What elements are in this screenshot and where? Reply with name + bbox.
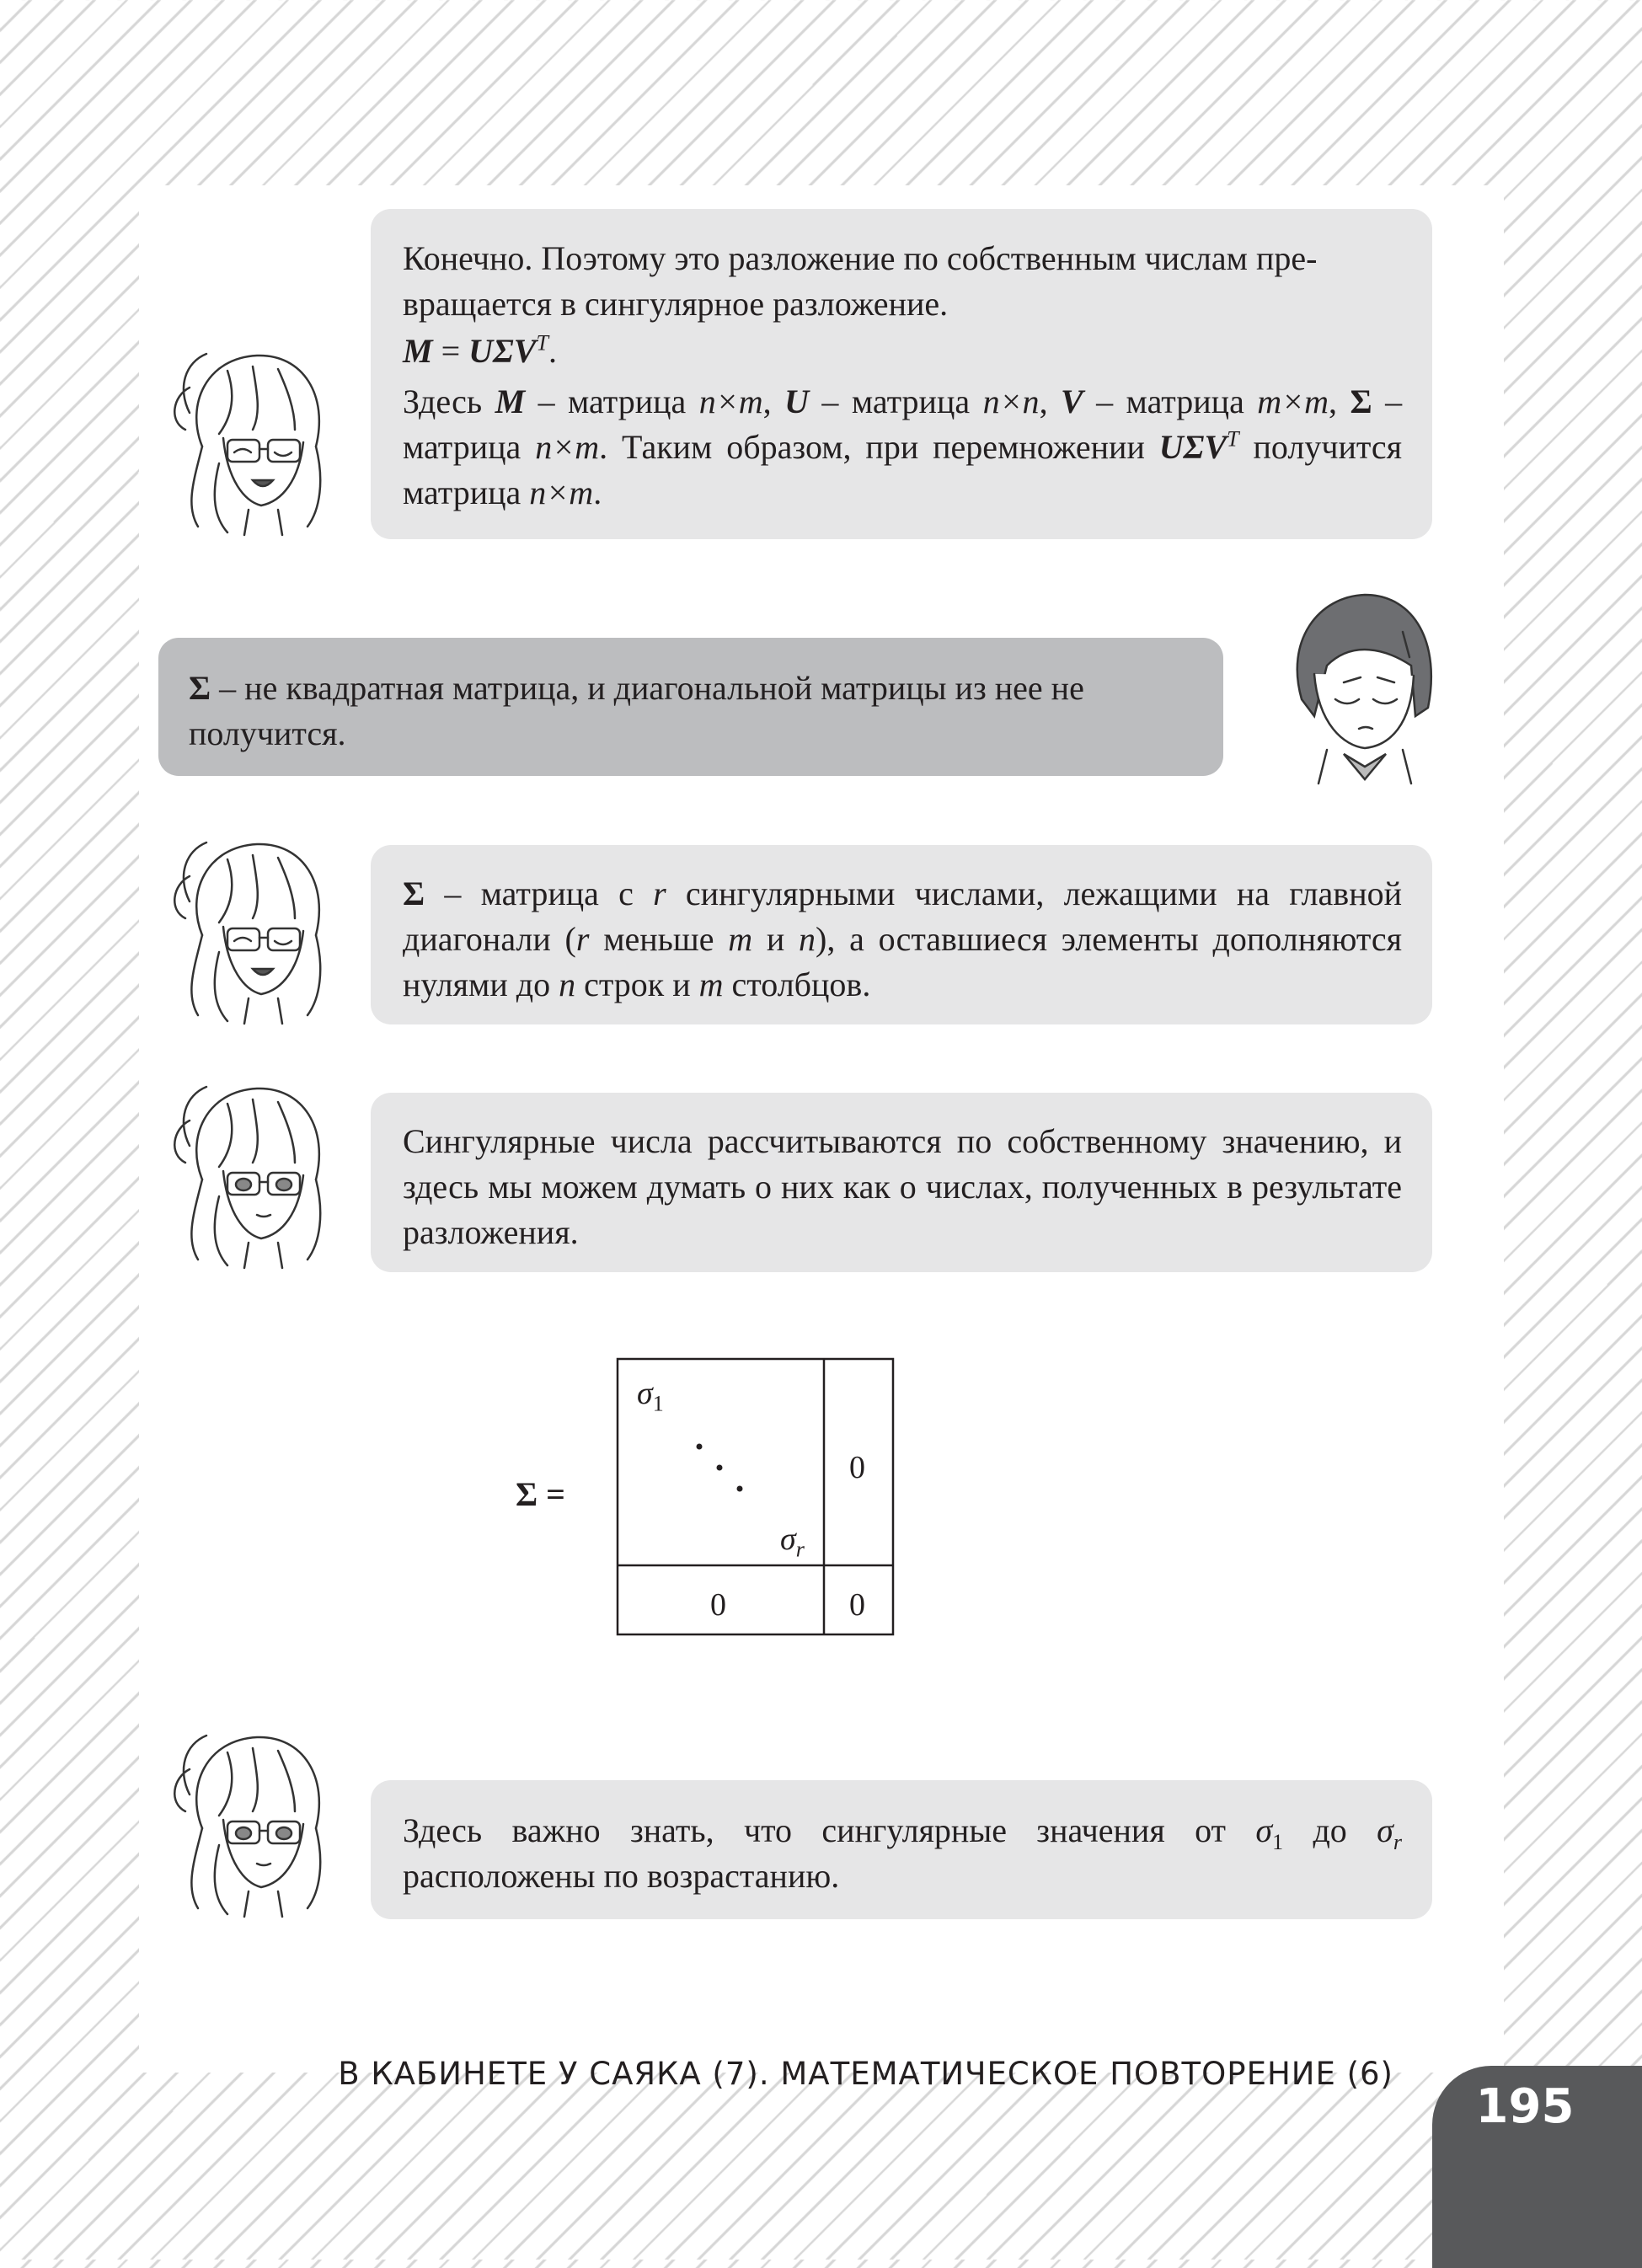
short-hair-girl-avatar bbox=[1276, 581, 1445, 792]
bubble-1-line2: вращается в сингулярное разложение. bbox=[403, 285, 949, 323]
bubble-4 bbox=[371, 1093, 1432, 1272]
bubble-1-line1: Конечно. Поэтому это разложение по собственным числам пре- bbox=[403, 239, 1318, 277]
sigma-r-label: $\sigma_r$ bbox=[780, 1522, 805, 1562]
sigma-1-label: $\sigma_1$ bbox=[637, 1376, 664, 1416]
bubble-2-text: Σ – не квадратная матрица, и диагональной матрицы из нее не получится. bbox=[189, 669, 1084, 752]
matrix-zero-right: 0 bbox=[849, 1450, 865, 1485]
bubble-5 bbox=[371, 1780, 1432, 1919]
bubble-3 bbox=[371, 845, 1432, 1024]
bubble-3-text: Σ – матрица с r сингулярными числами, лежащими на главной диагонали (r меньше m и n), а оставшиеся элементы дополняются нулями до n строк и m столбцов. bbox=[403, 875, 1403, 1003]
svd-equation: $M = U\Sigma V^T$. bbox=[403, 330, 557, 370]
matrix-zero-bottom: 0 bbox=[710, 1587, 726, 1623]
bubble-1-paragraph-2: Здесь M – матрица n×m, U – матрица n×n, V – матрица m×m, Σ – матрица n×m. Таким образом, при перемножении $U\Sigma V^T$ получится матрица n×m. bbox=[403, 382, 1403, 511]
bubble-2 bbox=[158, 638, 1223, 776]
glasses-girl-avatar-4 bbox=[168, 1719, 337, 1921]
bubble-5-text: Здесь важно знать, что сингулярные значения от $\sigma_1$ до $\sigma_r$ расположены по возрастанию. bbox=[403, 1811, 1402, 1895]
chapter-footer-title: В КАБИНЕТЕ У САЯКА (7). МАТЕМАТИЧЕСКОЕ ПОВТОРЕНИЕ (6) bbox=[338, 2056, 1393, 2092]
sigma-lhs: Σ = bbox=[516, 1475, 565, 1513]
page-number: 195 bbox=[1475, 2079, 1575, 2134]
glasses-girl-avatar-3 bbox=[168, 1070, 337, 1272]
bubble-4-text: Сингулярные числа рассчитываются по собственному значению, и здесь мы можем думать о них как о числах, полученных в результате разложения. bbox=[403, 1122, 1402, 1251]
bubble-1 bbox=[371, 209, 1432, 539]
glasses-girl-avatar-2 bbox=[168, 826, 337, 1028]
glasses-girl-avatar-1 bbox=[168, 337, 337, 539]
matrix-zero-corner: 0 bbox=[849, 1587, 865, 1623]
